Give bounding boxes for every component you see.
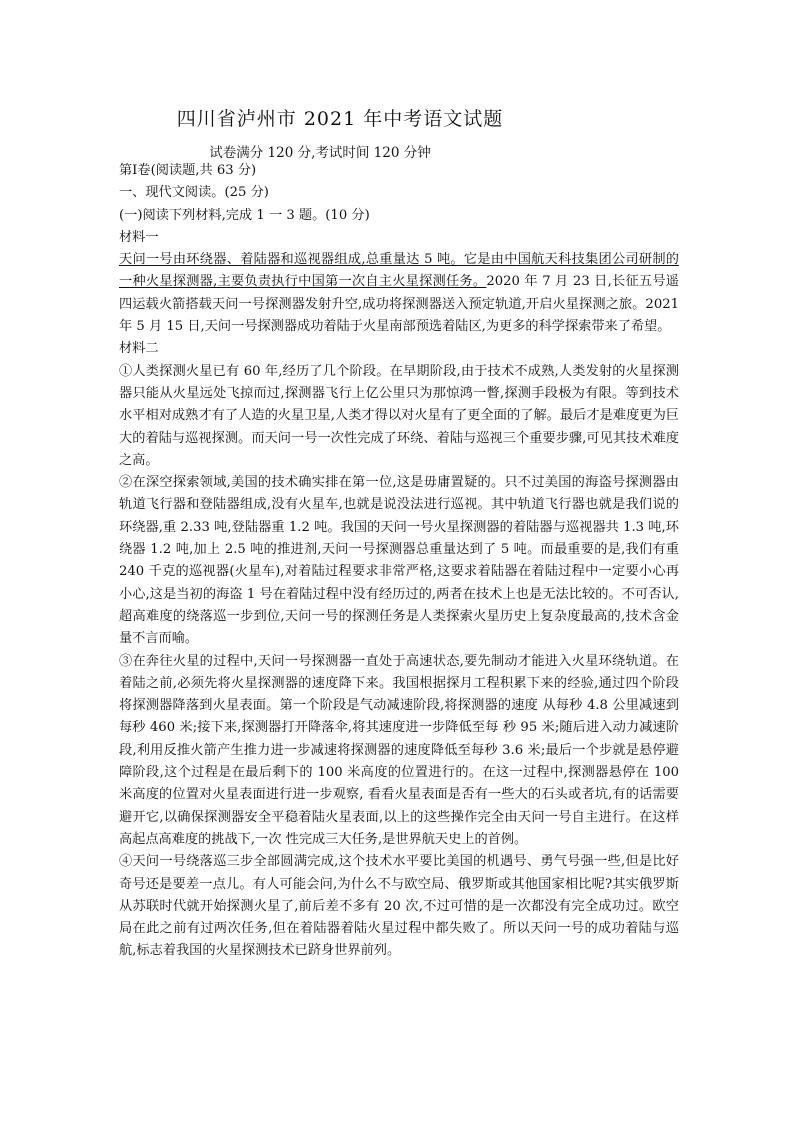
section-heading: 一、现代文阅读。(25 分) <box>119 185 269 201</box>
material-two-paragraph-4: ④天问一号绕落巡三步全部圆满完成,这个技术水平要比美国的机遇号、勇气号强一些,但是比好奇号还是要差一点儿。有人可能会问,为什么不与欧空局、俄罗斯或其他国家相比呢?其实俄罗斯从苏联时代就开始探测火星了,前后差不多有 20 次,不过可惜的是一次都没有完全成功过。欧空局在此之前有过两次任务,但在着陆器着陆火星过程中都失败了。所以天问一号的成功着陆与巡航,标志着我国的火星探测技术已跻身世界前列。 <box>119 854 679 959</box>
material-two-paragraph-3: ③在奔往火星的过程中,天问一号探测器一直处于高速状态,要先制动才能进入火星环绕轨道。在着陆之前,必须先将火星探测器的速度降下来。我国根据探月工程积累下来的经验,通过四个阶段将探测器降落到火星表面。第一个阶段是气动减速阶段,将探测器的速度 从每秒 4.8 公里减速到每秒 460 米;接下来,探测器打开降落伞,将其速度进一步降低至每 秒 95 米;随后进入动力减速阶段,利用反推火箭产生推力进一步减速将探测器的速度降低至每秒 3.6 米;最后一个步就是悬停避障阶段,这个过程是在最后剩下的 100 米高度的位置进行的。在这一过程中,探测器悬停在 100 米高度的位置对火星表面进行进一步观察, 看看火星表面是否有一些大的石头或者坑,有的话需要避开它,以确保探测器安全平稳着陆火星表面,以上的这些操作完全由天问一号自主进行。在这样高起点高难度的挑战下,一次 性完成三大任务,是世界航天史上的首例。 <box>119 653 679 847</box>
material-two-paragraph-2: ②在深空探索领域,美国的技术确实排在第一位,这是毋庸置疑的。只不过美国的海盗号探测器由轨道飞行器和登陆器组成,没有火星车,也就是说没法进行巡视。其中轨道飞行器也就是我们说的环绕器,重 2.33 吨,登陆器重 1.2 吨。我国的天问一号火星探测器的着陆器与巡视器共 1.3 吨,环绕器 1.2 吨,加上 2.5 吨的推进剂,天问一号探测器总重量达到了 5 吨。而最重要的是,我们有重 240 千克的巡视器(火星车),对着陆过程要求非常严格,这要求着陆器在着陆过程中一定要小心再小心,这是当初的海盗 1 号在着陆过程中没有经历过的,两者在技术上也是无法比较的。不可否认,超高难度的绕落巡一步到位,天问一号的探测任务是人类探索火星历史上复杂度最高的,技术含金量不言而喻。 <box>119 475 679 647</box>
material-one-paragraph <box>119 249 679 338</box>
page-title: 四川省泸州市 2021 年中考语文试题 <box>176 108 504 130</box>
volume-heading: 第Ⅰ卷(阅读题,共 63 分) <box>119 163 257 178</box>
material-one-underlined-text: 天问一号由环绕器、着陆器和巡视器组成,总重量达 5 吨。它是由中国航天科技集团公司研制的一种火星探测器,主要负责执行中国第一次自主火星探测任务。 <box>119 252 679 290</box>
material-two-label: 材料二 <box>119 341 159 357</box>
document-body <box>119 160 679 963</box>
material-two-paragraph-1: ①人类探测火星已有 60 年,经历了几个阶段。在早期阶段,由于技术不成熟,人类发射的火星探测器只能从火星远处飞掠而过,探测器飞行上亿公里只为那惊鸿一瞥,探测手段极为有限。等到技术水平相对成熟才有了人造的火星卫星,人类才得以对火星有了更全面的了解。最后才是难度更为巨大的着陆与巡视探测。而天问一号一次性完成了环绕、着陆与巡视三个重要步骤,可见其技术难度之高。 <box>119 363 679 468</box>
part-heading: (一)阅读下列材料,完成 1 一 3 题。(10 分) <box>119 207 370 223</box>
exam-info: 试卷满分 120 分,考试时间 120 分钟 <box>209 145 431 161</box>
material-one-text: 2020 年 7 月 23 日,长征五号遥四运载火箭搭载天问一号探测器发射升空,成功将探测器送入预定轨道,开启火星探测之旅。2021 年 5 月 15 日,天问一号探测器成功着陆于火星南部预选着陆区,为更多的科学探索带来了希望。 <box>119 274 679 335</box>
material-one-label: 材料一 <box>119 229 159 245</box>
